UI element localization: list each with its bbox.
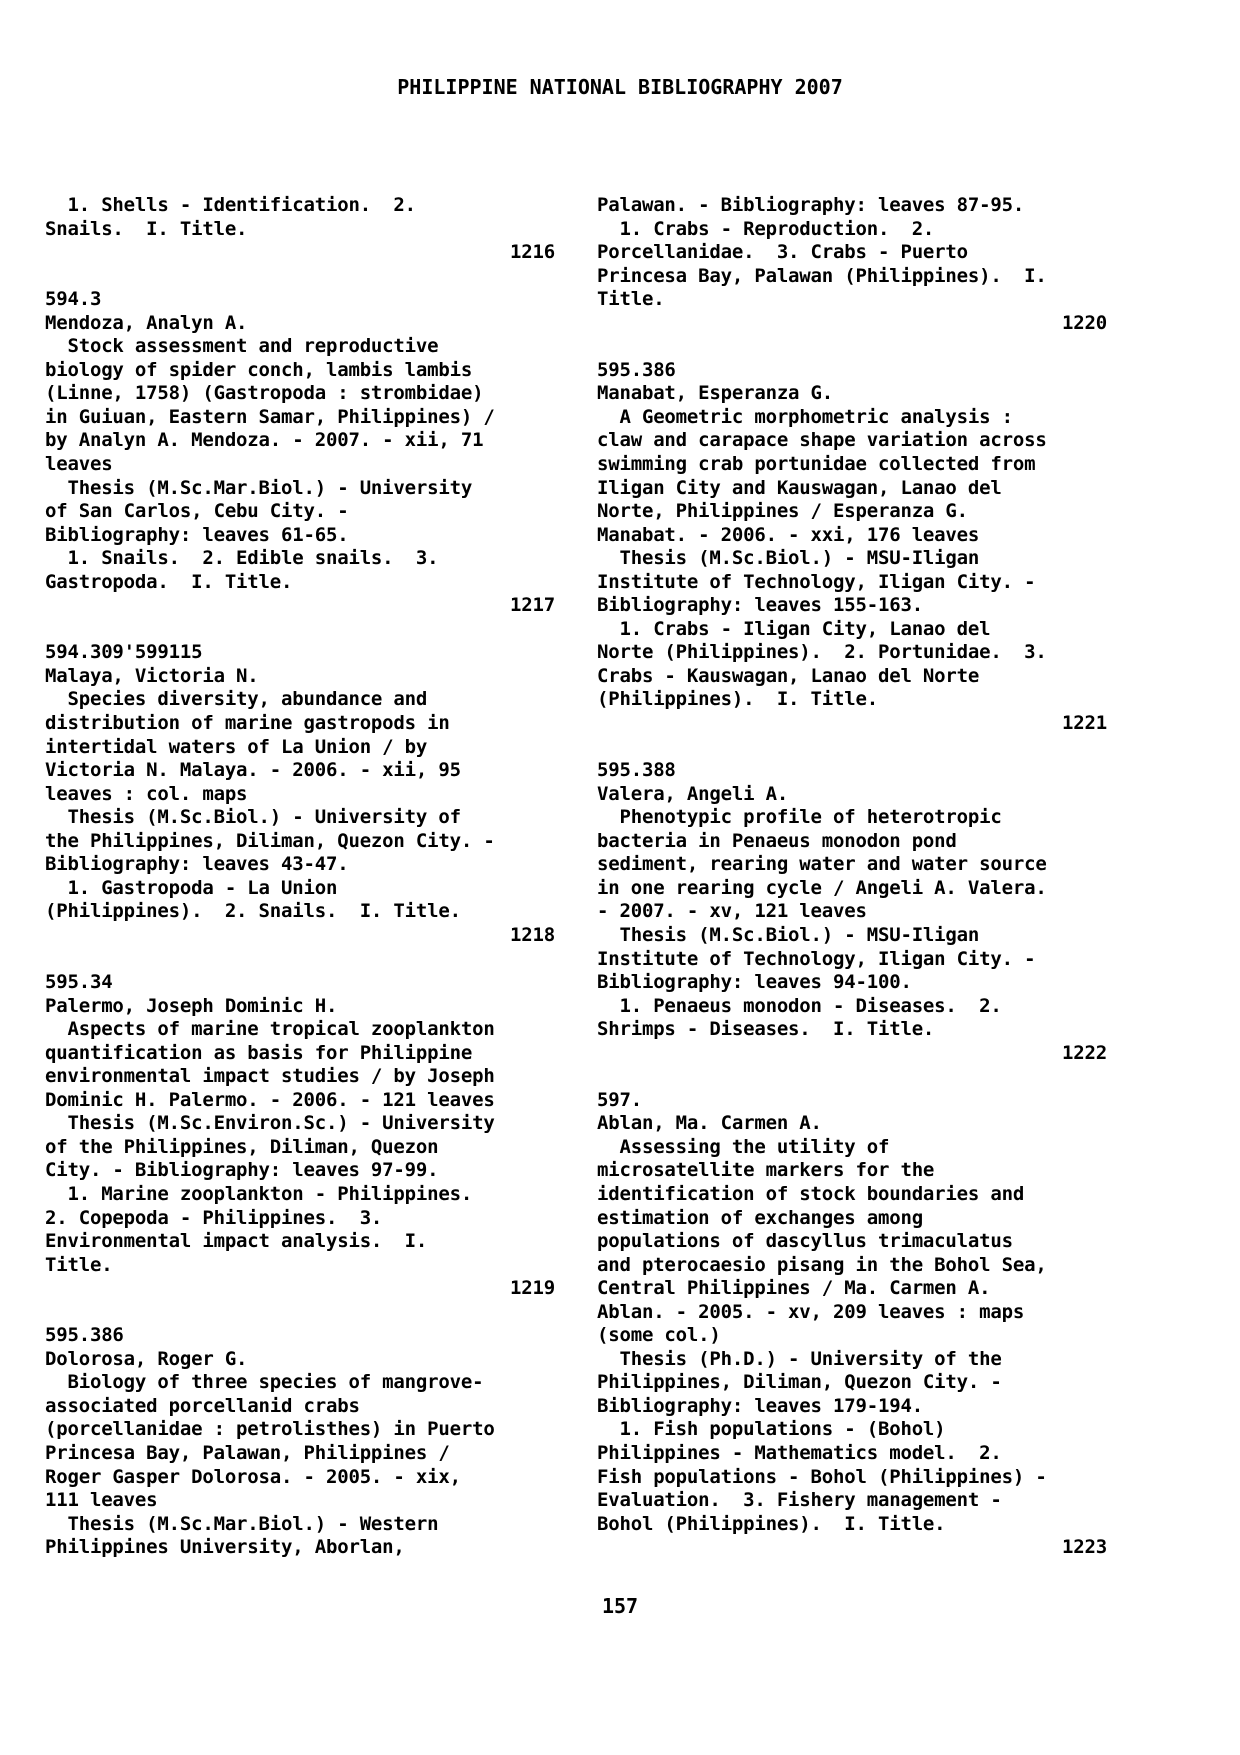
entry-line: Manabat, Esperanza G. xyxy=(597,382,834,405)
entry-line: of the Philippines, Diliman, Quezon xyxy=(45,1135,439,1158)
entry-line: Norte, Philippines / Esperanza G. xyxy=(597,500,968,523)
entry-line: in Guiuan, Eastern Samar, Philippines) / xyxy=(45,405,495,428)
entry-line: distribution of marine gastropods in xyxy=(45,712,450,735)
entry-line: 1. Crabs - Reproduction. 2. xyxy=(597,217,935,240)
entry-line: Gastropoda. I. Title. xyxy=(45,570,293,593)
entry-line: Environmental impact analysis. I. xyxy=(45,1230,428,1253)
entry-line: Title. xyxy=(45,1253,113,1276)
entry-number: 1221 xyxy=(1062,712,1107,735)
entry-line: Assessing the utility of xyxy=(597,1135,890,1158)
entry-line: Dolorosa, Roger G. xyxy=(45,1347,248,1370)
entry-spacer xyxy=(597,1065,1107,1089)
entry-line: Bibliography: leaves 43-47. xyxy=(45,853,349,876)
entry-line: biology of spider conch, lambis lambis xyxy=(45,358,473,381)
entry-line: Title. xyxy=(597,288,665,311)
entry-line: Manabat. - 2006. - xxi, 176 leaves xyxy=(597,523,980,546)
entry-line: intertidal waters of La Union / by xyxy=(45,735,428,758)
entry-spacer xyxy=(45,948,555,972)
bibliography-entry xyxy=(45,194,555,288)
entry-line: (Linne, 1758) (Gastropoda : strombidae) xyxy=(45,382,484,405)
entry-line: Biology of three species of mangrove- xyxy=(45,1371,484,1394)
right-column xyxy=(597,194,1107,1583)
entry-line: Phenotypic profile of heterotropic xyxy=(597,806,1002,829)
entry-line: leaves : col. maps xyxy=(45,782,248,805)
entry-line: by Analyn A. Mendoza. - 2007. - xii, 71 xyxy=(45,429,484,452)
entry-line: Fish populations - Bohol (Philippines) - xyxy=(597,1465,1047,1488)
entry-line: 595.388 xyxy=(597,759,676,782)
entry-line: Iligan City and Kauswagan, Lanao del xyxy=(597,476,1002,499)
entry-line: Thesis (M.Sc.Biol.) - MSU-Iligan xyxy=(597,923,980,946)
entry-line: Stock assessment and reproductive xyxy=(45,335,439,358)
bibliography-entry xyxy=(597,194,1107,359)
bibliography-entry xyxy=(597,359,1107,759)
entry-line: populations of dascyllus trimaculatus xyxy=(597,1230,1013,1253)
entry-line: Malaya, Victoria N. xyxy=(45,664,259,687)
entry-line: Bibliography: leaves 94-100. xyxy=(597,971,912,994)
entry-number: 1217 xyxy=(510,594,555,617)
entry-line: Thesis (M.Sc.Mar.Biol.) - University xyxy=(45,476,473,499)
entry-line: Philippines University, Aborlan, xyxy=(45,1536,405,1559)
left-column xyxy=(45,194,555,1560)
entry-line: Aspects of marine tropical zooplankton xyxy=(45,1018,495,1041)
entry-line: Princesa Bay, Palawan (Philippines). I. xyxy=(597,264,1047,287)
entry-line: 594.309'599115 xyxy=(45,641,203,664)
entry-line: 595.386 xyxy=(45,1324,124,1347)
entry-line: Roger Gasper Dolorosa. - 2005. - xix, xyxy=(45,1465,461,1488)
page-header: PHILIPPINE NATIONAL BIBLIOGRAPHY 2007 xyxy=(397,75,843,99)
entry-line: claw and carapace shape variation across xyxy=(597,429,1047,452)
entry-line: bacteria in Penaeus monodon pond xyxy=(597,829,957,852)
bibliography-entry xyxy=(45,641,555,971)
entry-spacer xyxy=(45,265,555,289)
entry-line: Dominic H. Palermo. - 2006. - 121 leaves xyxy=(45,1088,495,1111)
bibliography-entry xyxy=(597,759,1107,1089)
entry-line: estimation of exchanges among xyxy=(597,1206,923,1229)
entry-spacer xyxy=(597,1560,1107,1584)
entry-line: 1. Gastropoda - La Union xyxy=(45,876,338,899)
entry-line: Princesa Bay, Palawan, Philippines / xyxy=(45,1441,450,1464)
entry-line: Valera, Angeli A. xyxy=(597,782,789,805)
entry-line: Bibliography: leaves 179-194. xyxy=(597,1394,923,1417)
entry-line: 594.3 xyxy=(45,288,102,311)
entry-line: 1. Marine zooplankton - Philippines. xyxy=(45,1182,473,1205)
entry-line: Philippines - Mathematics model. 2. xyxy=(597,1441,1002,1464)
entry-line: environmental impact studies / by Joseph xyxy=(45,1065,495,1088)
bibliography-entry xyxy=(45,288,555,641)
entry-line: Ablan. - 2005. - xv, 209 leaves : maps xyxy=(597,1300,1025,1323)
entry-number: 1223 xyxy=(1062,1536,1107,1559)
entry-line: 595.386 xyxy=(597,358,676,381)
entry-line: Shrimps - Diseases. I. Title. xyxy=(597,1018,935,1041)
entry-line: of San Carlos, Cebu City. - xyxy=(45,500,349,523)
entry-line: Palawan. - Bibliography: leaves 87-95. xyxy=(597,194,1025,216)
page-number: 157 xyxy=(601,1594,639,1618)
entry-line: (porcellanidae : petrolisthes) in Puerto xyxy=(45,1418,495,1441)
entry-line: 2. Copepoda - Philippines. 3. xyxy=(45,1206,383,1229)
entry-line: Philippines, Diliman, Quezon City. - xyxy=(597,1371,1002,1394)
entry-line: Bibliography: leaves 155-163. xyxy=(597,594,923,617)
entry-line: Palermo, Joseph Dominic H. xyxy=(45,994,338,1017)
entry-line: Thesis (M.Sc.Biol.) - MSU-Iligan xyxy=(597,547,980,570)
entry-number: 1219 xyxy=(510,1277,555,1300)
entry-line: 1. Penaeus monodon - Diseases. 2. xyxy=(597,994,1002,1017)
entry-number: 1222 xyxy=(1062,1041,1107,1064)
entry-line: Ablan, Ma. Carmen A. xyxy=(597,1112,822,1135)
entry-line: Thesis (M.Sc.Biol.) - University of xyxy=(45,806,461,829)
entry-spacer xyxy=(45,1301,555,1325)
entry-line: leaves xyxy=(45,453,113,476)
entry-line: Bohol (Philippines). I. Title. xyxy=(597,1512,946,1535)
entry-line: Thesis (M.Sc.Environ.Sc.) - University xyxy=(45,1112,495,1135)
entry-line: (Philippines). I. Title. xyxy=(597,688,878,711)
entry-line: City. - Bibliography: leaves 97-99. xyxy=(45,1159,439,1182)
entry-line: Porcellanidae. 3. Crabs - Puerto xyxy=(597,241,968,264)
entry-line: quantification as basis for Philippine xyxy=(45,1041,473,1064)
entry-line: 1. Crabs - Iligan City, Lanao del xyxy=(597,617,991,640)
entry-number: 1218 xyxy=(510,923,555,946)
entry-line: 1. Shells - Identification. 2. xyxy=(45,194,416,216)
entry-line: identification of stock boundaries and xyxy=(597,1182,1025,1205)
entry-line: microsatellite markers for the xyxy=(597,1159,935,1182)
entry-line: Norte (Philippines). 2. Portunidae. 3. xyxy=(597,641,1047,664)
entry-line: Institute of Technology, Iligan City. - xyxy=(597,947,1036,970)
entry-line: 1. Snails. 2. Edible snails. 3. xyxy=(45,547,439,570)
entry-line: Institute of Technology, Iligan City. - xyxy=(597,570,1036,593)
entry-line: 595.34 xyxy=(45,971,113,994)
entry-spacer xyxy=(45,618,555,642)
entry-line: 1. Fish populations - (Bohol) xyxy=(597,1418,946,1441)
entry-line: Species diversity, abundance and xyxy=(45,688,428,711)
entry-line: (some col.) xyxy=(597,1324,721,1347)
entry-line: Snails. I. Title. xyxy=(45,217,248,240)
entry-line: 111 leaves xyxy=(45,1489,158,1512)
entry-line: in one rearing cycle / Angeli A. Valera. xyxy=(597,876,1047,899)
entry-line: A Geometric morphometric analysis : xyxy=(597,405,1013,428)
entry-line: Victoria N. Malaya. - 2006. - xii, 95 xyxy=(45,759,461,782)
entry-line: swimming crab portunidae collected from xyxy=(597,453,1036,476)
bibliography-entry xyxy=(45,1324,555,1559)
entry-line: sediment, rearing water and water source xyxy=(597,853,1047,876)
entry-line: Evaluation. 3. Fishery management - xyxy=(597,1489,1002,1512)
entry-line: Crabs - Kauswagan, Lanao del Norte xyxy=(597,664,980,687)
entry-number: 1216 xyxy=(510,241,555,264)
bibliography-entry xyxy=(597,1089,1107,1583)
entry-line: (Philippines). 2. Snails. I. Title. xyxy=(45,900,461,923)
entry-line: and pterocaesio pisang in the Bohol Sea, xyxy=(597,1253,1047,1276)
bibliography-entry xyxy=(45,971,555,1324)
entry-line: the Philippines, Diliman, Quezon City. - xyxy=(45,829,495,852)
entry-line: associated porcellanid crabs xyxy=(45,1394,360,1417)
entry-line: Central Philippines / Ma. Carmen A. xyxy=(597,1277,991,1300)
entry-line: Bibliography: leaves 61-65. xyxy=(45,523,349,546)
entry-line: Mendoza, Analyn A. xyxy=(45,311,248,334)
entry-spacer xyxy=(597,736,1107,760)
entry-spacer xyxy=(597,335,1107,359)
entry-line: - 2007. - xv, 121 leaves xyxy=(597,900,867,923)
entry-line: Thesis (M.Sc.Mar.Biol.) - Western xyxy=(45,1512,439,1535)
entry-number: 1220 xyxy=(1062,311,1107,334)
entry-line: 597. xyxy=(597,1088,642,1111)
entry-line: Thesis (Ph.D.) - University of the xyxy=(597,1347,1002,1370)
